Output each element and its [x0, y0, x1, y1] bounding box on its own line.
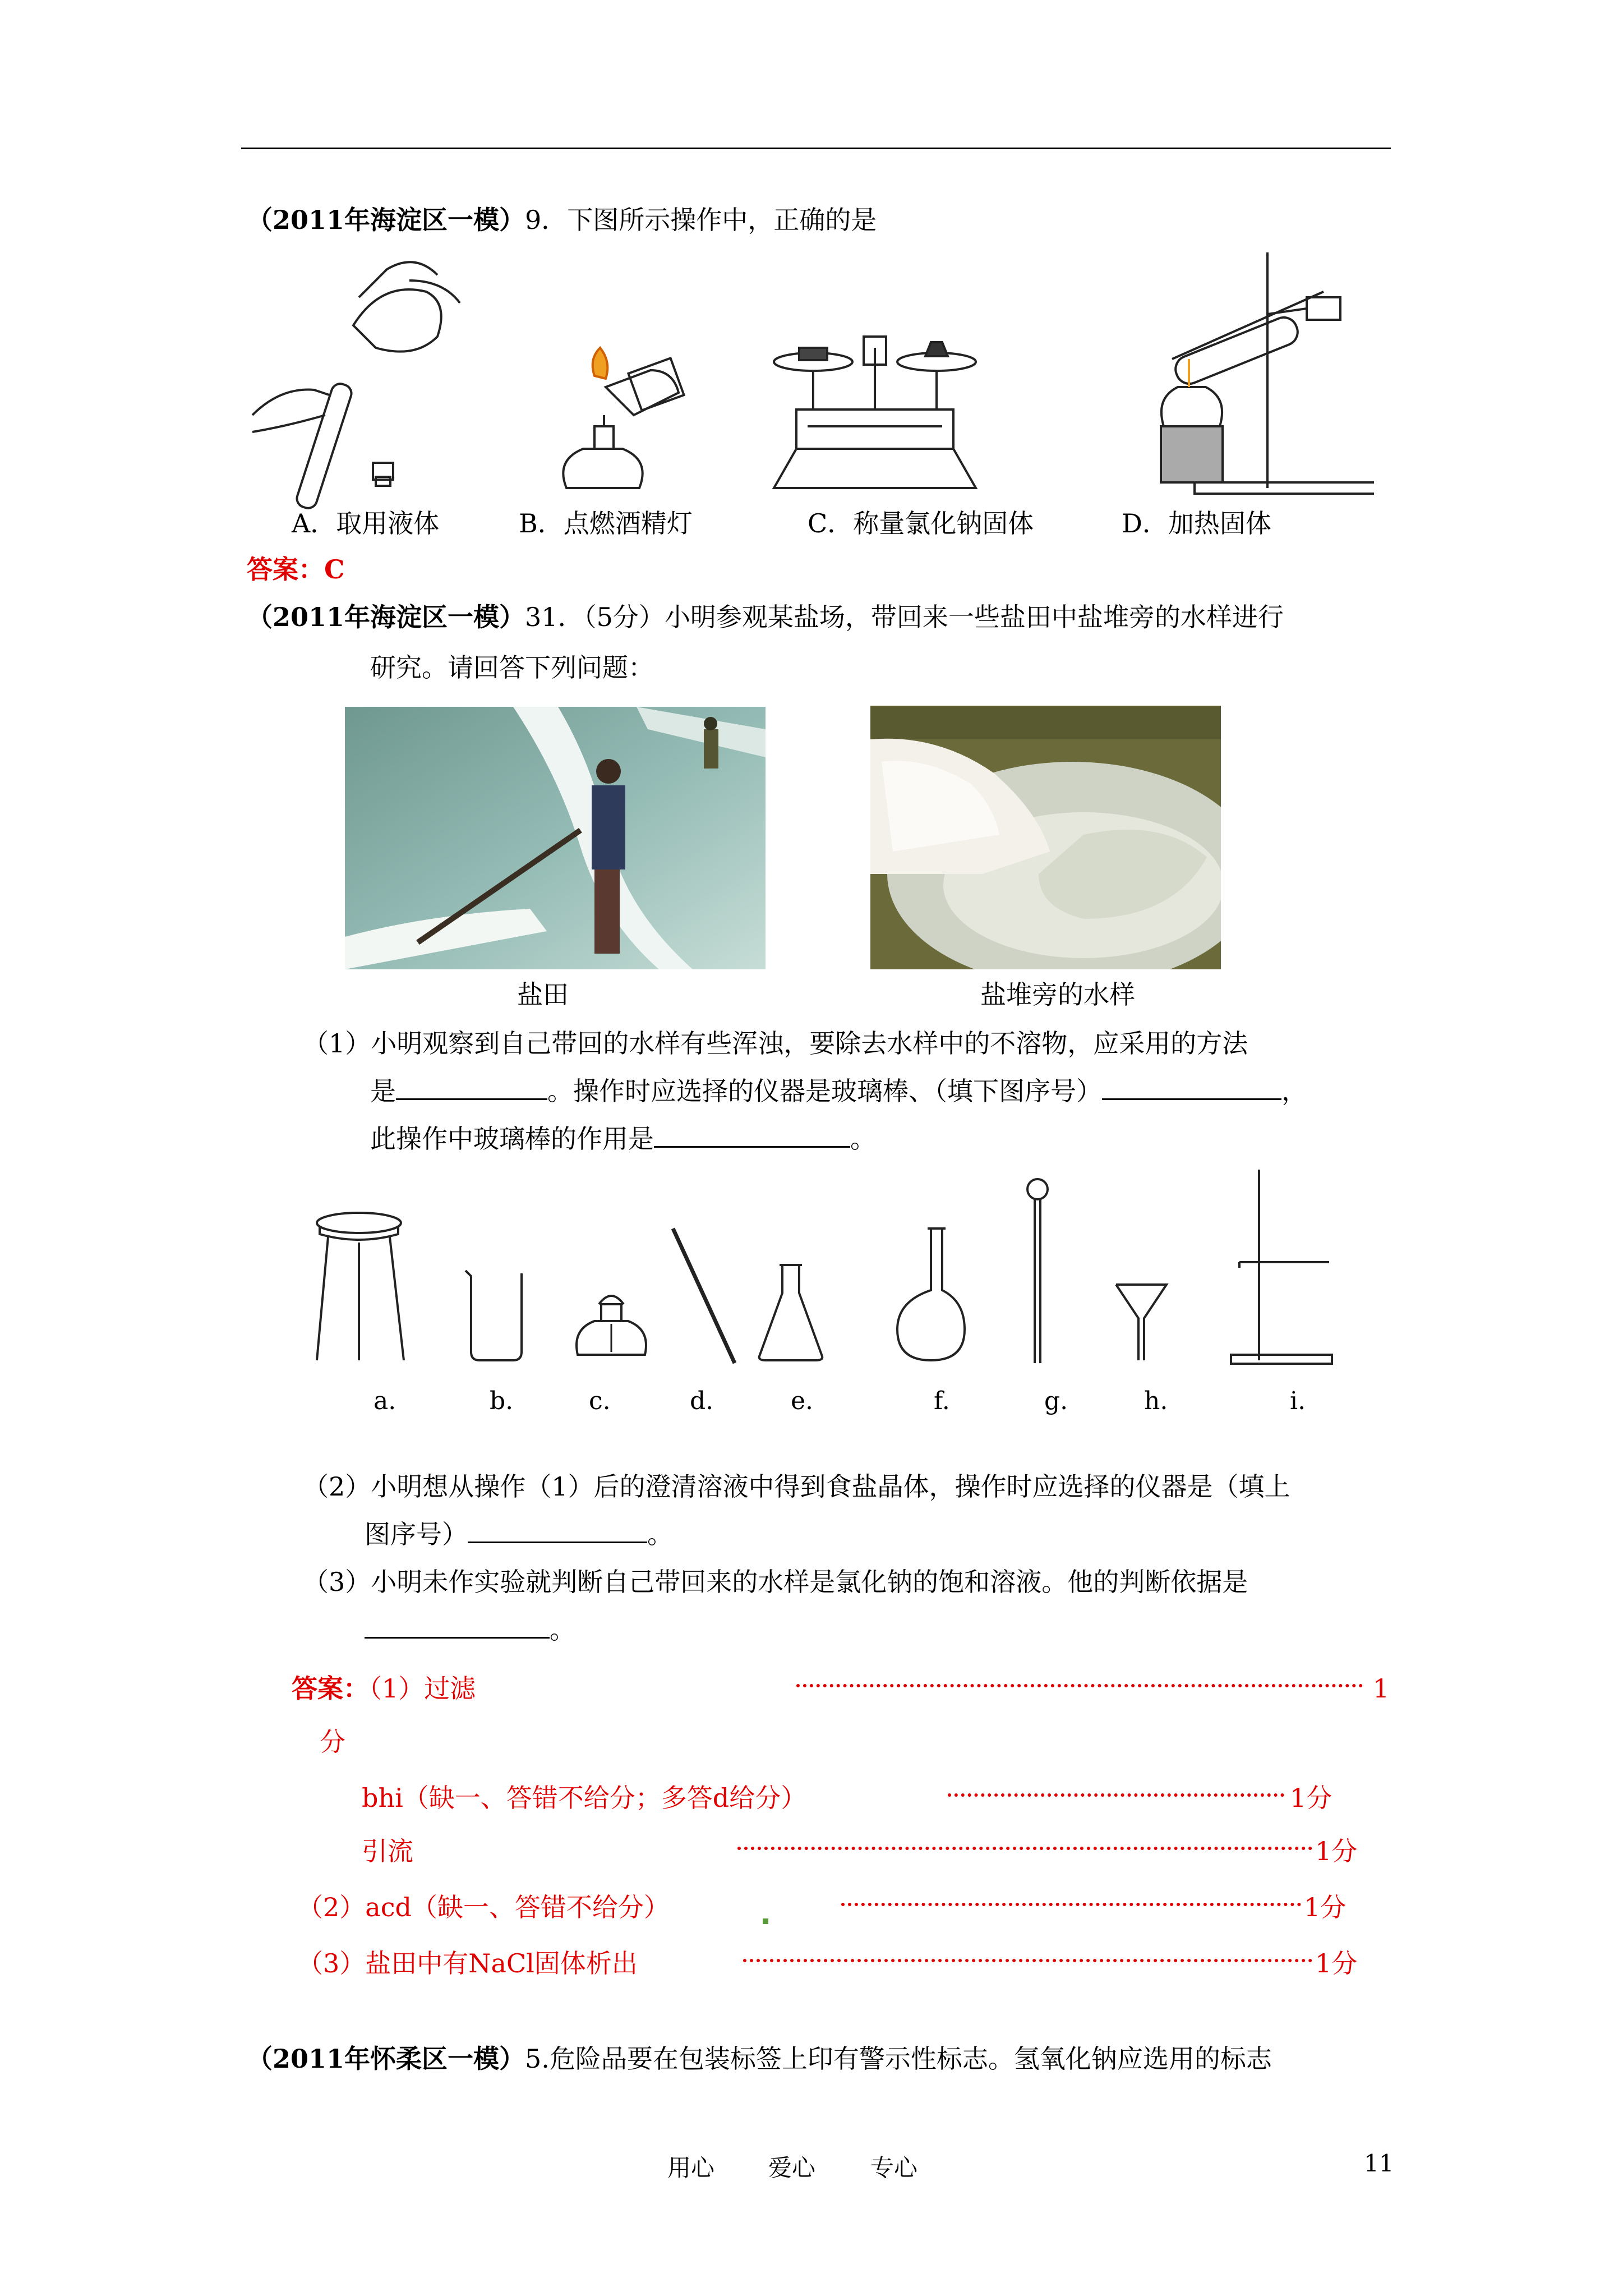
- q31-answer-2-score: 1分: [1290, 1783, 1332, 1813]
- apparatus-blank[interactable]: [1102, 1076, 1281, 1100]
- glass-rod-role-blank[interactable]: [654, 1124, 850, 1148]
- q31-p2-line2-a: 图序号）: [365, 1519, 468, 1549]
- q5-stem: [247, 2042, 1272, 2076]
- apparatus-label-e: e.: [791, 1387, 814, 1415]
- tripod-illustration: [317, 1213, 404, 1360]
- option-a-label: A．取用液体: [292, 508, 440, 539]
- q31-answer-line1: [292, 1672, 476, 1705]
- option-c-illustration: [774, 337, 976, 488]
- q9-stem: [247, 203, 877, 237]
- q31-p3-line2: [365, 1613, 575, 1646]
- q31-answer-3-score: 1分: [1315, 1836, 1358, 1866]
- option-c-label: C．称量氯化钠固体: [808, 508, 1034, 539]
- q31-answer-5: （3）盐田中有NaCl固体析出: [297, 1948, 638, 1978]
- q31-source: （2011年海淀区一模）: [247, 602, 525, 632]
- q9-operations-figure: [247, 247, 1374, 510]
- q31-p1-line2-c: ，: [1281, 1076, 1307, 1106]
- q31-answer-1: （1）过滤: [369, 1673, 476, 1704]
- q31-stem-line1: [247, 600, 1284, 634]
- q9-answer: 答案：C: [247, 554, 345, 585]
- water-sample-photo: [870, 706, 1221, 969]
- option-d-label: D．加热固体: [1122, 508, 1271, 539]
- beaker-illustration: [465, 1271, 522, 1360]
- q31-p2-line2: [365, 1517, 673, 1551]
- q9-text: 9．下图所示操作中，正确的是: [525, 205, 877, 235]
- q31-p1-line2: [370, 1074, 1307, 1108]
- q31-p1-line3-b: 。: [850, 1124, 876, 1154]
- answer-4-dots: [841, 1903, 1301, 1906]
- q31-answer-4-score: 1分: [1304, 1892, 1347, 1922]
- q31-p3-line2-end: 。: [550, 1614, 575, 1645]
- option-b-illustration: [563, 348, 684, 488]
- q31-p3-line1: （3）小明未作实验就判断自己带回来的水样是氯化钠的饱和溶液。他的判断依据是: [303, 1567, 1248, 1597]
- apparatus-label-b: b.: [490, 1387, 514, 1415]
- page-number: 11: [1364, 2150, 1394, 2177]
- apparatus-label-d: d.: [690, 1387, 714, 1415]
- q31-p1-line2-b: 。操作时应选择的仪器是玻璃棒、（填下图序号）: [547, 1076, 1102, 1106]
- apparatus-label-g: g.: [1044, 1387, 1068, 1415]
- q31-answer-5-score: 1分: [1315, 1948, 1358, 1978]
- apparatus-label-a: a.: [374, 1387, 396, 1415]
- crystallize-apparatus-blank[interactable]: [468, 1519, 647, 1543]
- apparatus-label-f: f.: [934, 1387, 950, 1415]
- glass-rod-illustration: [673, 1228, 735, 1363]
- salt-field-caption: 盐田: [517, 979, 569, 1010]
- iron-stand-illustration: [1231, 1170, 1332, 1364]
- salt-field-photo: [345, 707, 766, 969]
- funnel-illustration: [1116, 1285, 1166, 1360]
- q31-p1-line3: [370, 1122, 876, 1156]
- option-d-illustration: [1161, 252, 1374, 494]
- q31-answer-3: 引流: [362, 1836, 413, 1866]
- q31-answer-label: 答案：: [292, 1673, 369, 1704]
- answer-1-dots: [796, 1684, 1363, 1687]
- conical-flask-illustration: [759, 1265, 823, 1360]
- q31-p2-line2-b: 。: [647, 1519, 673, 1549]
- q31-text-line1: 31．（5分）小明参观某盐场，带回来一些盐田中盐堆旁的水样进行: [525, 602, 1284, 632]
- answer-5-dots: [743, 1959, 1312, 1962]
- footer-motto-2: 爱心: [768, 2154, 816, 2182]
- option-a-illustration: [252, 262, 460, 510]
- apparatus-label-i: i.: [1290, 1387, 1306, 1415]
- round-flask-illustration: [897, 1228, 965, 1360]
- water-sample-caption: 盐堆旁的水样: [980, 979, 1135, 1010]
- q31-p1-line1: （1）小明观察到自己带回的水样有些浑浊，要除去水样中的不溶物，应采用的方法: [303, 1028, 1248, 1059]
- q5-text: 5.危险品要在包装标签上印有警示性标志。氢氧化钠应选用的标志: [525, 2044, 1272, 2074]
- q5-source: （2011年怀柔区一模）: [247, 2044, 525, 2074]
- judgment-basis-blank[interactable]: [365, 1614, 550, 1639]
- q31-p1-line2-a: 是: [370, 1076, 396, 1106]
- q9-source: （2011年海淀区一模）: [247, 205, 525, 235]
- header-rule: [241, 148, 1391, 149]
- footer-motto-1: 用心: [667, 2154, 715, 2182]
- apparatus-label-h: h.: [1144, 1387, 1168, 1415]
- q31-p2-line1: （2）小明想从操作（1）后的澄清溶液中得到食盐晶体，操作时应选择的仪器是（填上: [303, 1471, 1290, 1502]
- q31-text-line2: 研究。请回答下列问题：: [370, 652, 654, 683]
- apparatus-figure: [314, 1167, 1391, 1374]
- answer-3-dots: [737, 1847, 1312, 1850]
- q31-answer-4: （2）acd（缺一、答错不给分）: [297, 1892, 670, 1922]
- option-b-label: B．点燃酒精灯: [519, 508, 693, 539]
- q31-answer-1-score: 1: [1373, 1673, 1390, 1704]
- q31-answer-2: bhi（缺一、答错不给分；多答d给分）: [362, 1783, 807, 1813]
- q31-p1-line3-a: 此操作中玻璃棒的作用是: [370, 1124, 654, 1154]
- method-blank[interactable]: [396, 1076, 547, 1100]
- alcohol-lamp-illustration: [577, 1296, 646, 1355]
- q31-answer-1-unit: 分: [320, 1727, 345, 1757]
- footer-motto-3: 专心: [870, 2154, 918, 2182]
- pipette-illustration: [1027, 1179, 1048, 1363]
- answer-2-dots: [948, 1793, 1284, 1797]
- apparatus-label-c: c.: [589, 1387, 611, 1415]
- stray-mark: [763, 1918, 768, 1924]
